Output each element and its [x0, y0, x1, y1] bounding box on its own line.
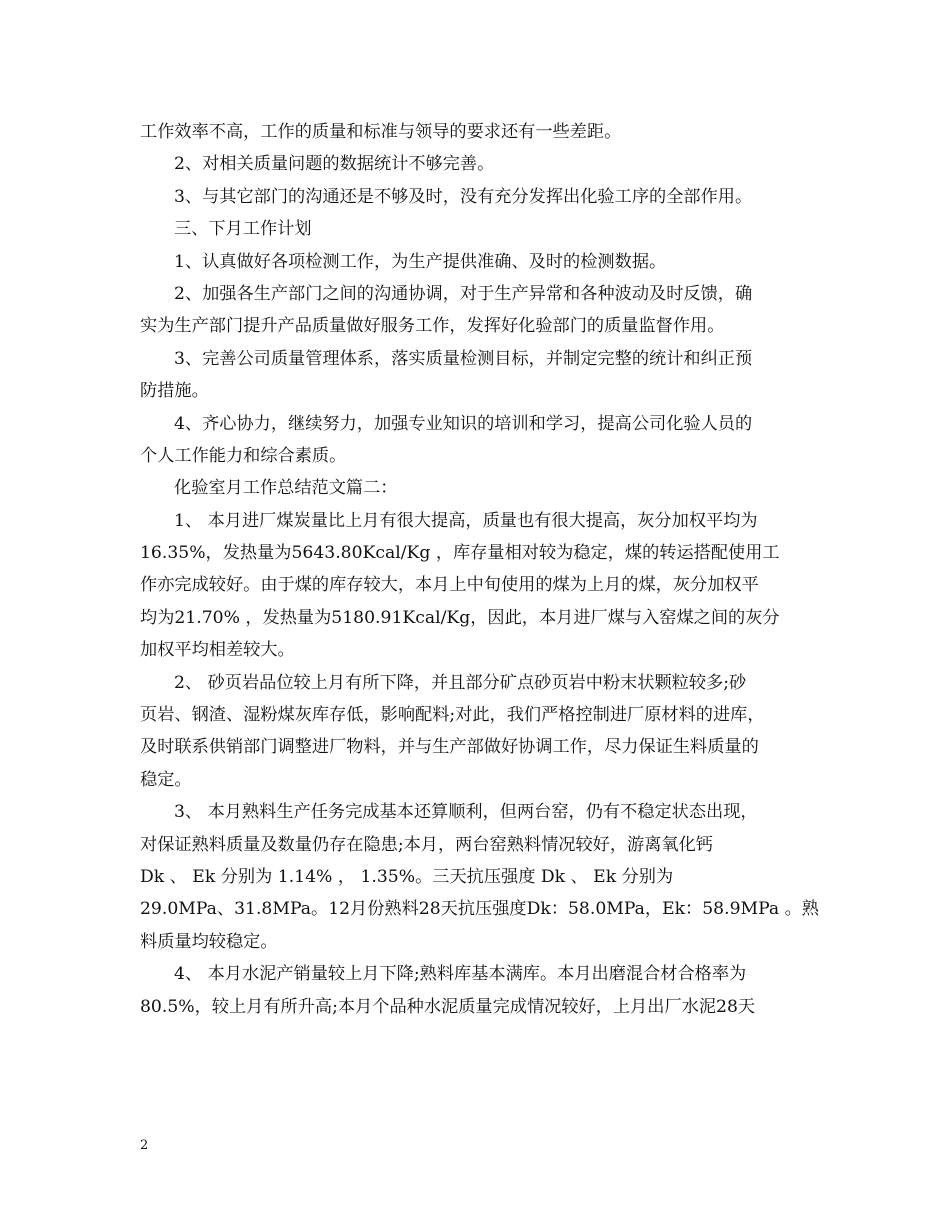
document-body: [140, 116, 820, 1023]
text-line: 作亦完成较好。由于煤的库存较大，本月上中旬使用的煤为上月的煤，灰分加权平: [140, 575, 759, 596]
text-line: 2、加强各生产部门之间的沟通协调，对于生产异常和各种波动及时反馈，确: [174, 283, 753, 304]
text-line: 三、下月工作计划: [174, 219, 312, 240]
text-line: 2、对相关质量问题的数据统计不够完善。: [174, 154, 495, 175]
text-line: 2、 砂页岩品位较上月有所下降，并且部分矿点砂页岩中粉末状颗粒较多;砂: [174, 672, 747, 693]
text-line: 4、齐心协力，继续努力，加强专业知识的培训和学习，提高公司化验人员的: [174, 413, 753, 434]
text-line: 化验室月工作总结范文篇二：: [174, 478, 398, 499]
text-line: 1、认真做好各项检测工作，为生产提供准确、及时的检测数据。: [174, 251, 667, 272]
text-line: 3、 本月熟料生产任务完成基本还算顺利，但两台窑，仍有不稳定状态出现，: [174, 802, 758, 823]
text-line: 3、与其它部门的沟通还是不够及时，没有充分发挥出化验工序的全部作用。: [174, 186, 753, 207]
text-line: 个人工作能力和综合素质。: [140, 445, 347, 466]
text-line: 防措施。: [140, 381, 209, 402]
text-line: 4、 本月水泥产销量较上月下降;熟料库基本满库。本月出磨混合材合格率为: [174, 964, 747, 985]
text-line: 料质量均较稳定。: [140, 931, 278, 952]
text-line: 对保证熟料质量及数量仍存在隐患;本月，两台窑熟料情况较好，游离氧化钙: [140, 834, 713, 855]
text-line: 加权平均相差较大。: [140, 640, 295, 661]
text-line: 29.0MPa、31.8MPa。12月份熟料28天抗压强度Dk：58.0MPa，Ek：58.9MPa 。熟: [140, 899, 819, 920]
text-line: 及时联系供销部门调整进厂物料，并与生产部做好协调工作，尽力保证生料质量的: [140, 737, 759, 758]
text-line: 80.5%，较上月有所升高;本月个品种水泥质量完成情况较好，上月出厂水泥28天: [140, 996, 756, 1017]
page-number: 2: [140, 1138, 149, 1153]
text-line: 实为生产部门提升产品质量做好服务工作，发挥好化验部门的质量监督作用。: [140, 316, 725, 337]
text-line: 稳定。: [140, 769, 192, 790]
text-line: 16.35%，发热量为5643.80Kcal/Kg ，库存量相对较为稳定，煤的转运搭配使用工: [140, 543, 780, 564]
text-line: 均为21.70% ，发热量为5180.91Kcal/Kg，因此，本月进厂煤与入窑煤之间的灰分: [140, 607, 780, 628]
text-line: 工作效率不高，工作的质量和标准与领导的要求还有一些差距。: [140, 122, 622, 142]
text-line: 页岩、钢渣、湿粉煤灰库存低，影响配料;对此，我们严格控制进厂原材料的进库，: [140, 705, 765, 726]
text-line: Dk 、 Ek 分别为 1.14% ， 1.35%。三天抗压强度 Dk 、 Ek 分别为: [140, 866, 674, 887]
text-line: 1、 本月进厂煤炭量比上月有很大提高，质量也有很大提高，灰分加权平均为: [174, 510, 758, 531]
text-line: 3、完善公司质量管理体系，落实质量检测目标，并制定完整的统计和纠正预: [174, 348, 753, 369]
